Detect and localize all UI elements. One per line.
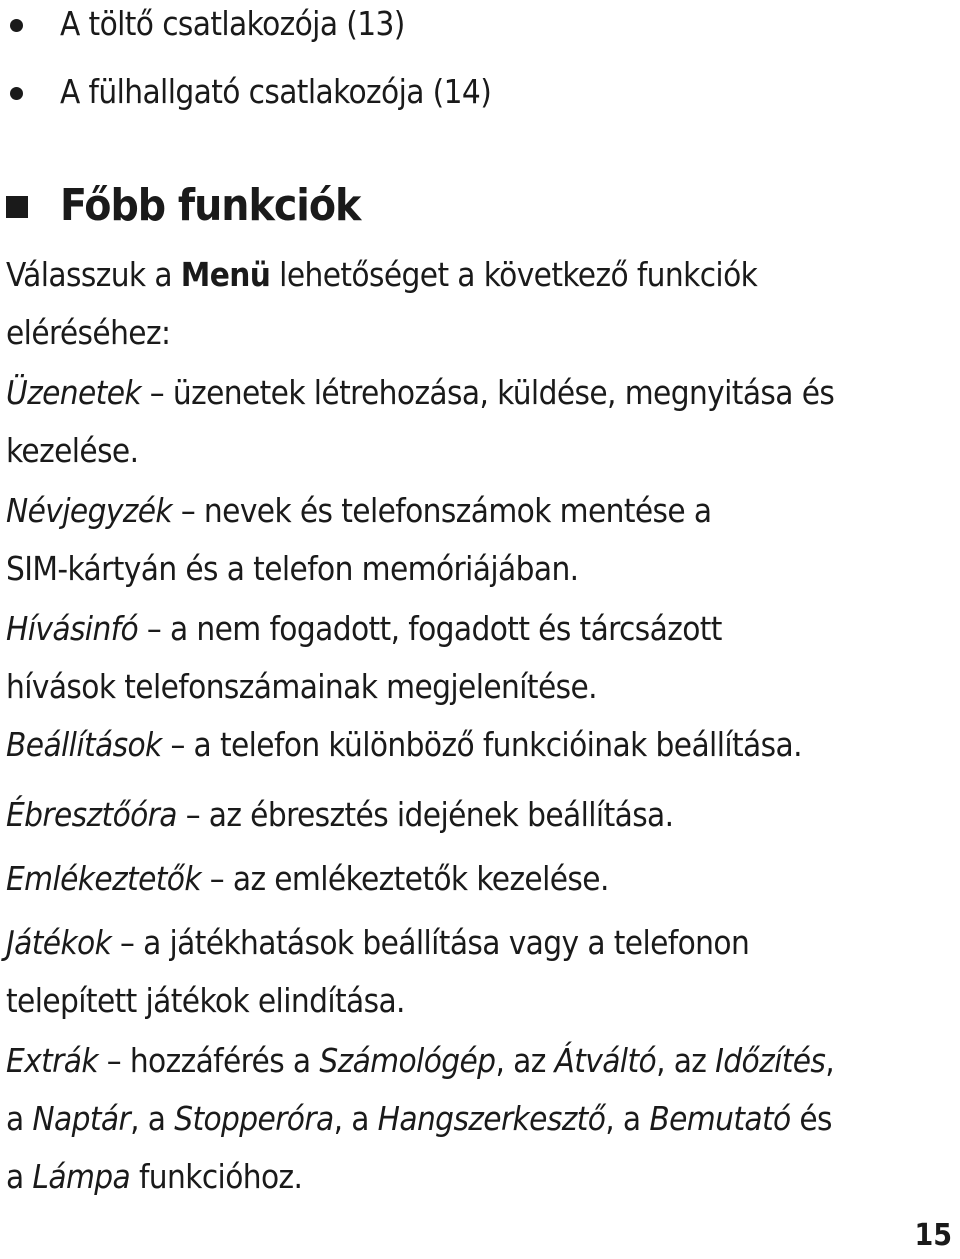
app-name: Bemutató [649,1099,791,1138]
app-name: Stopperóra [174,1099,334,1138]
function-beallitasok: Beállítások – a telefon különböző funkcióinak beállítása. [6,725,802,764]
extrak-line-1: Extrák – hozzáférés a Számológép, az Átváltó, az Időzítés, [6,1041,835,1080]
app-name: Naptár [32,1099,131,1138]
app-name: Számológép [319,1041,496,1080]
extrak-line-3: a Lámpa funkcióhoz. [6,1157,303,1196]
function-nevjegyzek: Névjegyzék – nevek és telefonszámok mentése a SIM-kártyán és a telefon memóriájában. [6,491,712,588]
function-hivasinfo: Hívásinfó – a nem fogadott, fogadott és tárcsázott hívások telefonszámainak megjelenítése. [6,609,722,706]
function-term: Névjegyzék [6,491,173,530]
function-extrak [6,1032,951,1206]
function-term: Ébresztőóra [6,795,177,834]
app-name: Átváltó [554,1041,657,1080]
function-uzenetek: Üzenetek – üzenetek létrehozása, küldése, megnyitása és kezelése. [6,373,835,470]
intro-line-2: eléréséhez: [6,313,171,352]
function-term: Extrák [6,1041,98,1080]
list-item-text: A fülhallgató csatlakozója (14) [60,72,492,111]
function-term: Üzenetek [6,373,141,412]
function-jatekok: Játékok – a játékhatások beállítása vagy a telefonon telepített játékok elindítása. [6,923,750,1020]
section-heading-text: Főbb funkciók [60,180,361,231]
square-bullet-icon [6,196,28,218]
menu-keyword: Menü [180,255,271,294]
extrak-line-2: a Naptár, a Stopperóra, a Hangszerkesztő, a Bemutató és [6,1099,832,1138]
bullet-icon [10,87,23,100]
app-name: Időzítés [715,1041,826,1080]
intro-paragraph [6,246,951,362]
app-name: Lámpa [32,1157,131,1196]
function-ebresztoora: Ébresztőóra – az ébresztés idejének beállítása. [6,795,674,834]
function-term: Játékok [6,923,112,962]
list-item-text: A töltő csatlakozója (13) [60,4,405,43]
page-number: 15 [914,1218,952,1253]
function-term: Emlékeztetők [6,859,201,898]
function-term: Hívásinfó [6,609,139,648]
section-heading [0,178,900,234]
function-emlekeztetok: Emlékeztetők – az emlékeztetők kezelése. [6,859,609,898]
app-name: Hangszerkesztő [377,1099,606,1138]
bullet-icon [10,19,23,32]
function-term: Beállítások [6,725,162,764]
intro-line-1: Válasszuk a Menü lehetőséget a következő funkciók [6,255,758,294]
